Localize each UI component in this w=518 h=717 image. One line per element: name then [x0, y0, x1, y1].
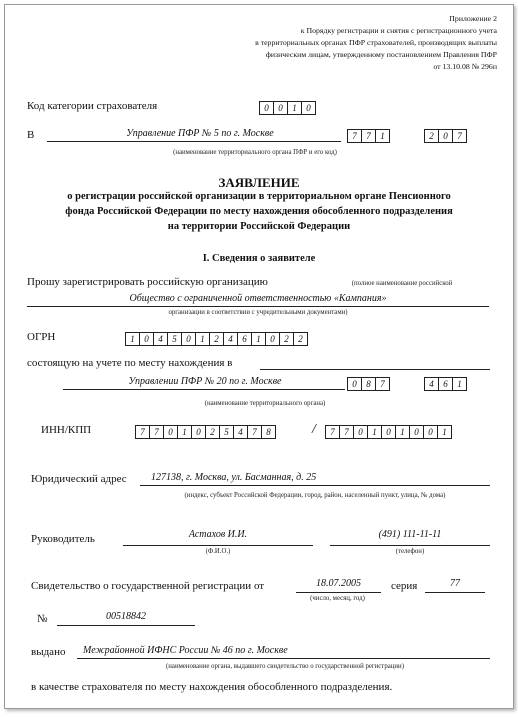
- certificate-date: 18.07.2005: [316, 578, 361, 589]
- digit-box: 0: [301, 101, 316, 115]
- digit-box: 1: [251, 332, 266, 346]
- digit-box: 7: [149, 425, 164, 439]
- digit-box: 1: [395, 425, 410, 439]
- head-phone-underline: [330, 545, 490, 546]
- org-caption-right: (полное наименование российской: [351, 280, 453, 287]
- registered-caption: (наименование территориального органа): [204, 400, 326, 407]
- digit-box: 8: [261, 425, 276, 439]
- org-underline: [27, 306, 489, 307]
- registered-underline-top: [260, 369, 490, 370]
- certificate-date-caption: (число, месяц, год): [310, 595, 365, 602]
- org-caption-below: организации в соответствии с учредительными документами): [168, 309, 348, 316]
- digit-box: 4: [233, 425, 248, 439]
- body-code-a: [348, 129, 390, 143]
- digit-box: 0: [181, 332, 196, 346]
- appendix-line: физическим лицам, утвержденному постановлением Правления ПФР: [265, 50, 497, 59]
- inn-boxes: [136, 425, 276, 439]
- org-label: Прошу зарегистрировать российскую организацию: [27, 276, 268, 288]
- digit-box: 0: [265, 332, 280, 346]
- application-form: [4, 4, 514, 709]
- footer-text: в качестве страхователя по месту нахождения обособленного подразделения.: [31, 681, 393, 693]
- certificate-date-underline: [296, 592, 381, 593]
- digit-box: 0: [259, 101, 274, 115]
- digit-box: 0: [438, 129, 453, 143]
- digit-box: 4: [153, 332, 168, 346]
- digit-box: 7: [452, 129, 467, 143]
- digit-box: 4: [223, 332, 238, 346]
- issued-underline: [77, 658, 490, 659]
- head-name-underline: [123, 545, 313, 546]
- digit-box: 2: [209, 332, 224, 346]
- digit-box: 1: [125, 332, 140, 346]
- address-underline: [140, 485, 490, 486]
- category-label: Код категории страхователя: [27, 100, 158, 112]
- appendix-line: от 13.10.08 № 296п: [433, 62, 497, 71]
- head-phone-caption: (телефон): [395, 548, 425, 555]
- digit-box: 7: [247, 425, 262, 439]
- digit-box: 2: [424, 129, 439, 143]
- certificate-series-label: серия: [391, 580, 418, 592]
- digit-box: 8: [361, 377, 376, 391]
- body-name: Управление ПФР № 5 по г. Москве: [126, 128, 274, 139]
- digit-box: 1: [375, 129, 390, 143]
- digit-box: 0: [273, 101, 288, 115]
- digit-box: 6: [438, 377, 453, 391]
- digit-box: 5: [167, 332, 182, 346]
- body-caption: (наименование территориального органа ПФР и его код): [173, 149, 337, 156]
- ogrn-boxes: [126, 332, 308, 346]
- address-caption: (индекс, субъект Российской Федерации, город, район, населенный пункт, улица, № дома): [184, 492, 446, 499]
- digit-box: 0: [353, 425, 368, 439]
- digit-box: 7: [347, 129, 362, 143]
- appendix-line: Приложение 2: [449, 14, 497, 23]
- digit-box: 6: [237, 332, 252, 346]
- issued-value: Межрайонной ИФНС России № 46 по г. Москве: [83, 645, 288, 656]
- head-name-caption: (Ф.И.О.): [205, 548, 231, 555]
- digit-box: 2: [293, 332, 308, 346]
- title-line: фонда Российской Федерации по месту нахождения обособленного подразделения: [65, 206, 453, 217]
- digit-box: 0: [163, 425, 178, 439]
- digit-box: 0: [409, 425, 424, 439]
- issued-label: выдано: [31, 646, 66, 658]
- head-phone: (491) 111-11-11: [378, 529, 442, 540]
- address-value: 127138, г. Москва, ул. Басманная, д. 25: [151, 472, 317, 483]
- registered-name: Управлении ПФР № 20 по г. Москве: [128, 376, 282, 387]
- digit-box: 1: [367, 425, 382, 439]
- ogrn-label: ОГРН: [27, 331, 56, 343]
- digit-box: 7: [135, 425, 150, 439]
- digit-box: 4: [424, 377, 439, 391]
- org-name: Общество с ограниченной ответственностью «Кампания»: [129, 293, 387, 304]
- appendix-line: в территориальных органах ПФР страхователей, производящих выплаты: [255, 38, 497, 47]
- digit-box: 1: [437, 425, 452, 439]
- kpp-boxes: [326, 425, 452, 439]
- digit-box: 7: [325, 425, 340, 439]
- certificate-number-label: №: [37, 613, 48, 625]
- inn-separator: /: [312, 422, 316, 437]
- registered-code-a: [348, 377, 390, 391]
- registered-code-b: [425, 377, 467, 391]
- head-name: Астахов И.И.: [188, 529, 248, 540]
- digit-box: 0: [347, 377, 362, 391]
- digit-box: 7: [361, 129, 376, 143]
- digit-box: 0: [191, 425, 206, 439]
- digit-box: 1: [195, 332, 210, 346]
- certificate-label: Свидетельство о государственной регистрации от: [31, 580, 265, 592]
- body-underline: [47, 141, 341, 142]
- title-line: о регистрации российской организации в территориальном органе Пенсионного: [67, 191, 451, 202]
- category-code-boxes: [260, 101, 316, 115]
- appendix-line: к Порядку регистрации и снятия с регистрационного учета: [300, 26, 497, 35]
- inn-label: ИНН/КПП: [41, 424, 92, 436]
- address-label: Юридический адрес: [31, 473, 127, 485]
- digit-box: 1: [177, 425, 192, 439]
- title-line: на территории Российской Федерации: [167, 221, 351, 232]
- digit-box: 0: [139, 332, 154, 346]
- registered-underline: [63, 389, 345, 390]
- digit-box: 1: [452, 377, 467, 391]
- digit-box: 0: [381, 425, 396, 439]
- digit-box: 2: [205, 425, 220, 439]
- certificate-series-underline: [425, 592, 485, 593]
- digit-box: 1: [287, 101, 302, 115]
- digit-box: 0: [423, 425, 438, 439]
- certificate-series: 77: [450, 578, 460, 589]
- section-heading: I. Сведения о заявителе: [202, 253, 316, 264]
- body-code-b: [425, 129, 467, 143]
- head-label: Руководитель: [31, 533, 95, 545]
- body-prefix: В: [27, 129, 35, 141]
- digit-box: 5: [219, 425, 234, 439]
- digit-box: 2: [279, 332, 294, 346]
- digit-box: 7: [375, 377, 390, 391]
- appendix-note: [217, 13, 497, 73]
- digit-box: 7: [339, 425, 354, 439]
- certificate-number: 00518842: [106, 611, 146, 622]
- registered-label: состоящую на учете по месту нахождения в: [27, 357, 233, 369]
- issued-caption: (наименование органа, выдавшего свидетельство о государственной регистрации): [166, 663, 404, 670]
- document-title: ЗАЯВЛЕНИЕ: [218, 175, 300, 190]
- certificate-number-underline: [57, 625, 195, 626]
